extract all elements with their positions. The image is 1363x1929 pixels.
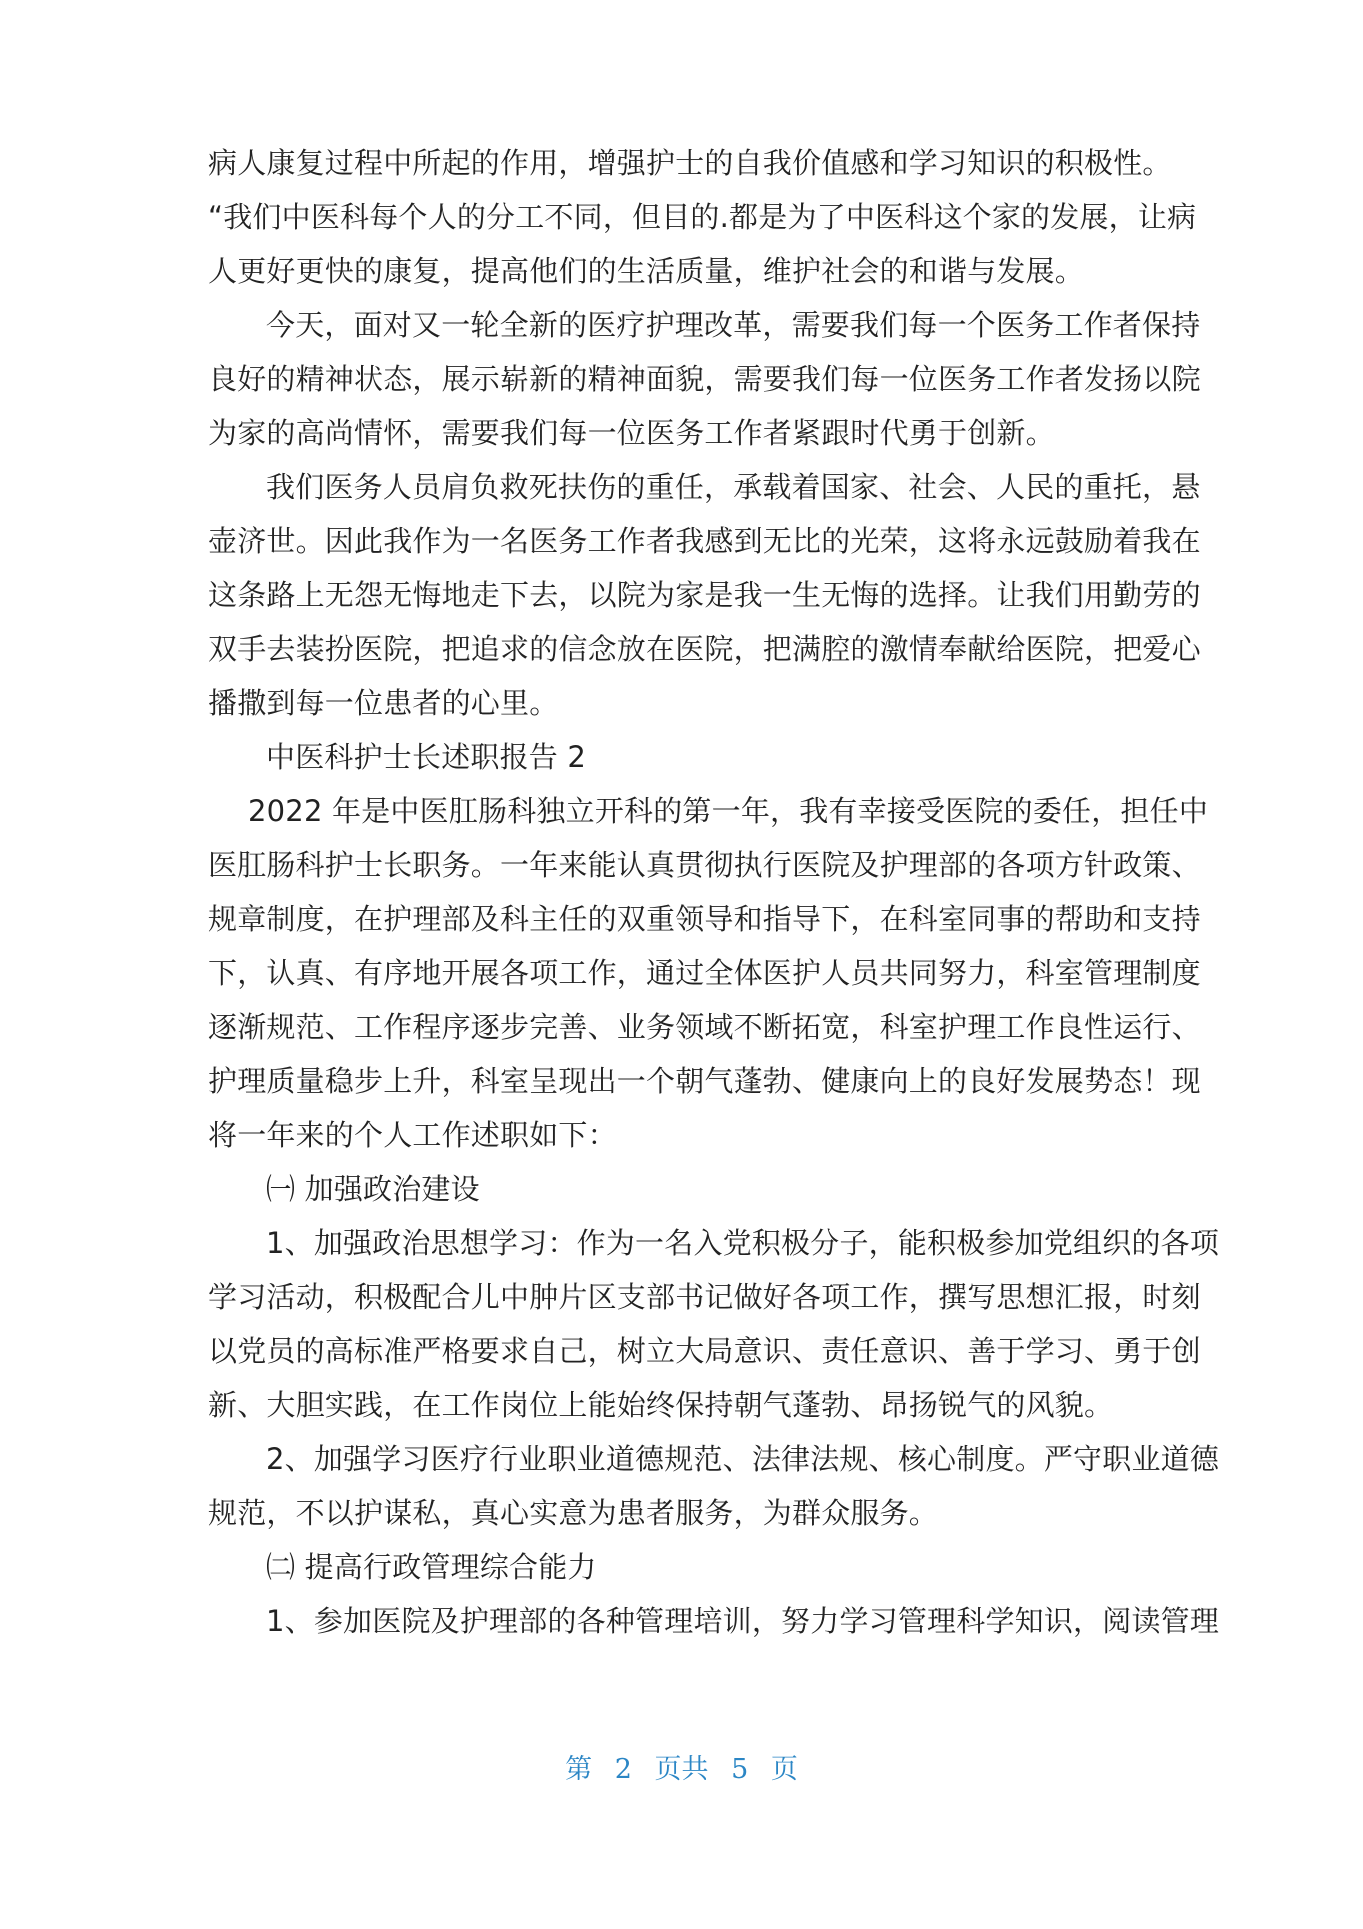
text-line: 我们医务人员肩负救死扶伤的重任，承载着国家、社会、人民的重托，悬	[266, 470, 1201, 504]
subsection-heading: ㈠ 加强政治建设	[266, 1172, 480, 1206]
text-line: 播撒到每一位患者的心里。	[208, 686, 559, 720]
text-line: 将一年来的个人工作述职如下：	[208, 1118, 617, 1152]
text-line: 以党员的高标准严格要求自己，树立大局意识、责任意识、善于学习、勇于创	[208, 1334, 1201, 1368]
total-page-count: 5	[731, 1754, 749, 1785]
text-line: 医肛肠科护士长职务。一年来能认真贯彻执行医院及护理部的各项方针政策、	[208, 848, 1201, 882]
text-line: 2、加强学习医疗行业职业道德规范、法律法规、核心制度。严守职业道德	[266, 1442, 1220, 1476]
text-line: “我们中医科每个人的分工不同，但目的.都是为了中医科这个家的发展，让病	[208, 200, 1197, 234]
text-line: 下，认真、有序地开展各项工作，通过全体医护人员共同努力，科室管理制度	[208, 956, 1201, 990]
page-footer	[0, 1752, 1363, 1788]
current-page-number: 2	[614, 1754, 632, 1785]
footer-middle: 页共	[654, 1754, 709, 1785]
text-line: 2022 年是中医肛肠科独立开科的第一年，我有幸接受医院的委任，担任中	[248, 794, 1209, 828]
text-line: 人更好更快的康复，提高他们的生活质量，维护社会的和谐与发展。	[208, 254, 1085, 288]
text-line: 学习活动，积极配合儿中肿片区支部书记做好各项工作，撰写思想汇报，时刻	[208, 1280, 1201, 1314]
text-line: 规章制度，在护理部及科主任的双重领导和指导下，在科室同事的帮助和支持	[208, 902, 1201, 936]
text-line: 1、参加医院及护理部的各种管理培训，努力学习管理科学知识，阅读管理	[266, 1604, 1220, 1638]
text-line: 今天，面对又一轮全新的医疗护理改革，需要我们每一个医务工作者保持	[266, 308, 1201, 342]
text-line: 规范，不以护谋私，真心实意为患者服务，为群众服务。	[208, 1496, 939, 1530]
text-line: 双手去装扮医院，把追求的信念放在医院，把满腔的激情奉献给医院，把爱心	[208, 632, 1201, 666]
text-line: 1、加强政治思想学习：作为一名入党积极分子，能积极参加党组织的各项	[266, 1226, 1220, 1260]
footer-suffix: 页	[770, 1754, 798, 1785]
section-heading: 中医科护士长述职报告 2	[266, 740, 587, 774]
text-line: 病人康复过程中所起的作用，增强护士的自我价值感和学习知识的积极性。	[208, 146, 1172, 180]
text-line: 逐渐规范、工作程序逐步完善、业务领域不断拓宽，科室护理工作良性运行、	[208, 1010, 1201, 1044]
text-line: 良好的精神状态，展示崭新的精神面貌，需要我们每一位医务工作者发扬以院	[208, 362, 1201, 396]
text-line: 这条路上无怨无悔地走下去，以院为家是我一生无悔的选择。让我们用勤劳的	[208, 578, 1201, 612]
subsection-heading: ㈡ 提高行政管理综合能力	[266, 1550, 597, 1584]
text-line: 护理质量稳步上升，科室呈现出一个朝气蓬勃、健康向上的良好发展势态！现	[208, 1064, 1201, 1098]
text-line: 为家的高尚情怀，需要我们每一位医务工作者紧跟时代勇于创新。	[208, 416, 1055, 450]
footer-prefix: 第	[565, 1754, 593, 1785]
document-body	[208, 136, 1220, 1648]
text-line: 新、大胆实践，在工作岗位上能始终保持朝气蓬勃、昂扬锐气的风貌。	[208, 1388, 1114, 1422]
text-line: 壶济世。因此我作为一名医务工作者我感到无比的光荣，这将永远鼓励着我在	[208, 524, 1201, 558]
